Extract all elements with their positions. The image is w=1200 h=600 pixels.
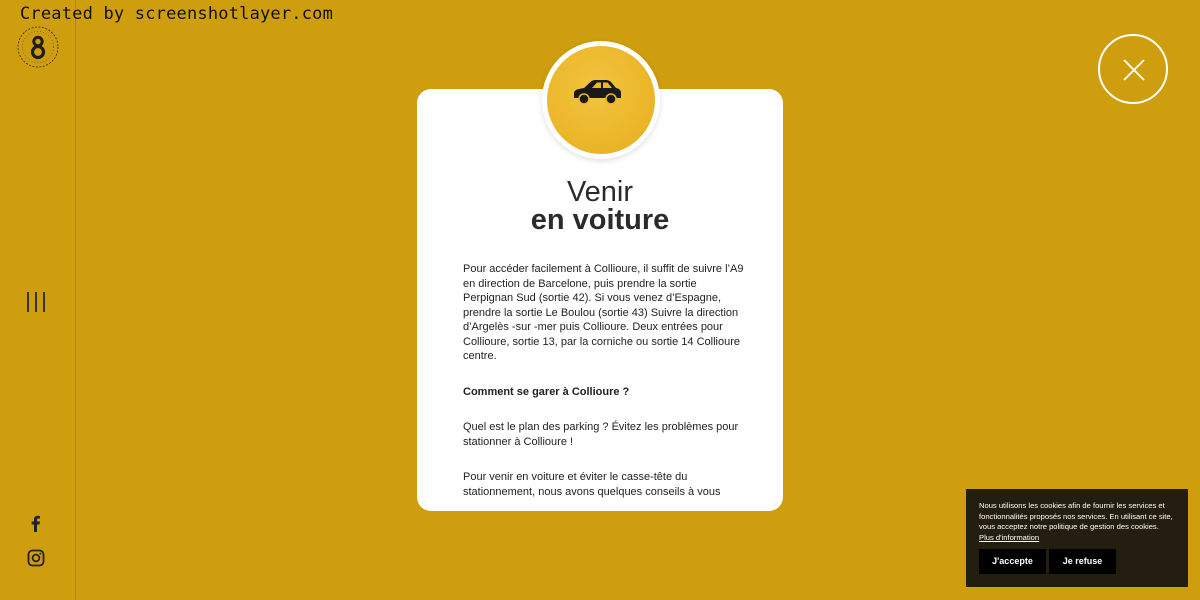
paragraph: Pour venir en voiture et éviter le casse-tête du stationnement, nous avons quelques conseils à vous bbox=[463, 471, 721, 498]
sidebar bbox=[0, 0, 76, 600]
car-badge bbox=[542, 41, 660, 159]
paragraph: Quel est le plan des parking ? Évitez les problèmes pour stationner à Collioure ! bbox=[463, 421, 739, 448]
cookie-banner bbox=[966, 489, 1188, 587]
paragraph-heading: Comment se garer à Collioure ? bbox=[463, 385, 630, 398]
close-icon bbox=[1123, 59, 1145, 81]
cookie-text: Nous utilisons les cookies afin de fournir les services et fonctionnalités proposés nos services. En utilisant ce site, vous acceptez notre politique de gestion des cookies. bbox=[979, 501, 1173, 532]
modal-title-bold: en voiture bbox=[530, 204, 670, 236]
facebook-icon[interactable] bbox=[26, 514, 46, 534]
modal-content bbox=[463, 262, 748, 498]
cookie-more-info-link[interactable]: Plus d'information bbox=[979, 532, 1040, 542]
cookie-refuse-button[interactable]: Je refuse bbox=[1049, 549, 1116, 574]
brand-8-seal-icon[interactable] bbox=[16, 25, 60, 69]
cookie-accept-button[interactable]: J'accepte bbox=[979, 549, 1046, 574]
car-icon bbox=[570, 78, 624, 108]
watermark: Created by screenshotlayer.com bbox=[20, 4, 334, 24]
close-button[interactable] bbox=[1098, 34, 1168, 104]
three-bars-icon[interactable] bbox=[27, 292, 45, 314]
paragraph: Pour accéder facilement à Collioure, il suffit de suivre l’A9 en direction de Barcelone, puis prendre la sortie Perpignan Sud (sortie 42). Si vous venez d’Espagne, prendre la sortie Le Boulou (sortie 43) Suivre la direction d’Argelès -sur -mer puis Collioure. Deux entrées pour Collioure, sortie 13, par la corniche ou sortie 14 Collioure centre. bbox=[463, 263, 744, 362]
instagram-icon[interactable] bbox=[26, 548, 46, 568]
modal-title-light: Venir bbox=[566, 176, 634, 208]
